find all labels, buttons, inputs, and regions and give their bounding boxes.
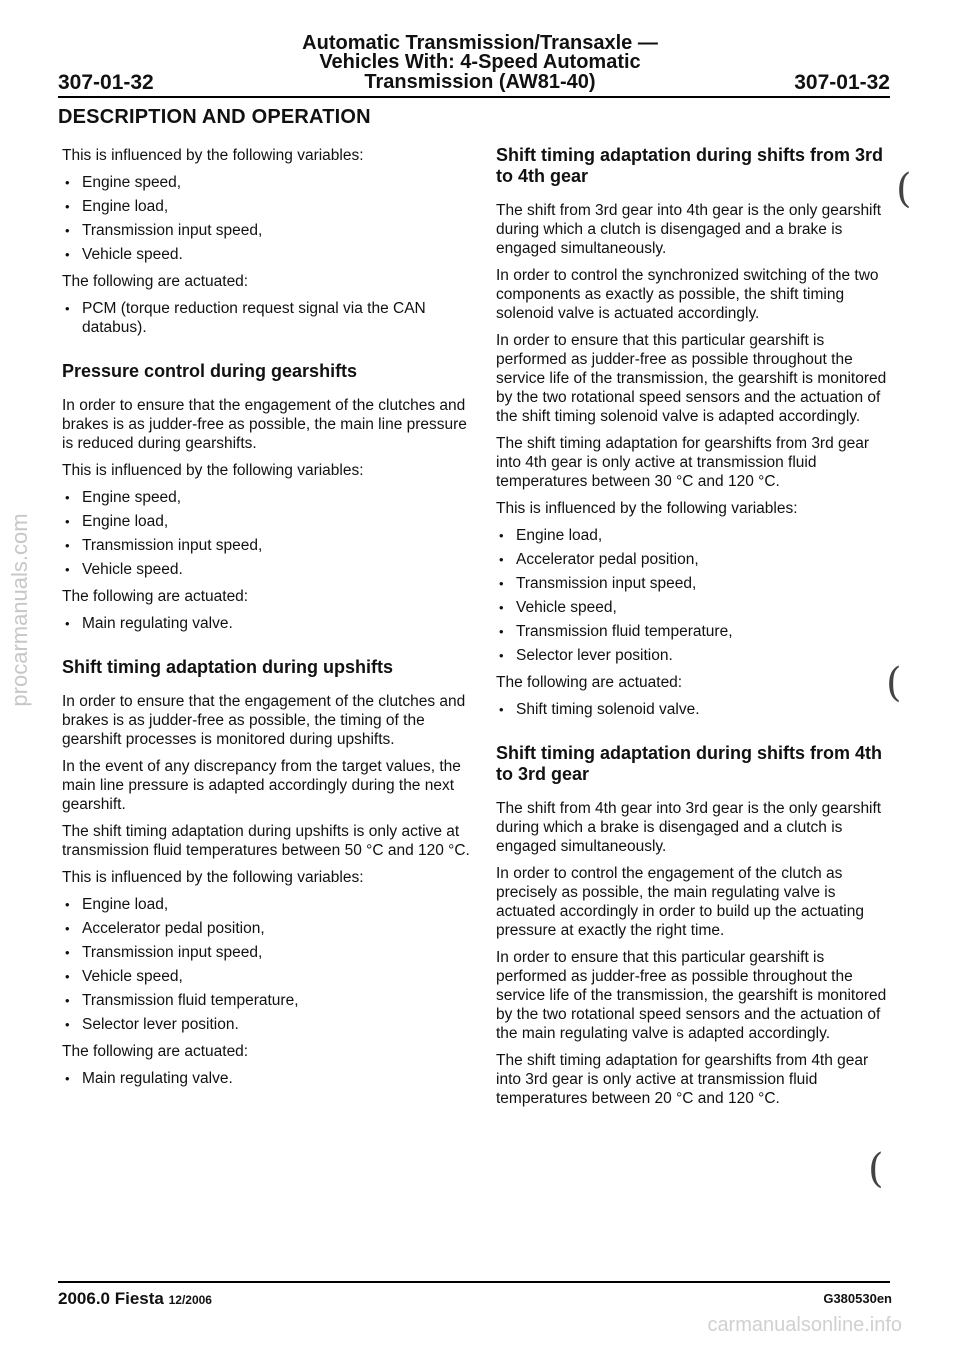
heading-upshifts: Shift timing adaptation during upshifts <box>62 657 393 677</box>
paragraph: This is influenced by the following variables: <box>62 462 364 479</box>
actuated-list <box>62 614 472 633</box>
paragraph: In order to ensure that this particular gearshift is performed as judder-free as possible throughout the service life of the transmission, the gearshift is monitored by the two rotational speed sensors and the actuation of the main regulating valve is adapted accordingly. <box>496 949 887 1042</box>
list-item: • Transmission input speed, <box>496 574 888 593</box>
variables-list <box>496 526 888 665</box>
footer-date: 12/2006 <box>168 1293 212 1307</box>
header-title-line1: Automatic Transmission/Transaxle — <box>302 32 658 54</box>
paragraph: The following are actuated: <box>62 273 249 290</box>
footer-model-name: 2006.0 Fiesta <box>58 1289 164 1308</box>
variables-list <box>62 173 472 264</box>
list-item: • Engine speed, <box>62 173 472 192</box>
paragraph: In order to ensure that the engagement of the clutches and brakes is as judder-free as possible, the timing of the gearshift processes is monitored during upshifts. <box>62 693 466 748</box>
paragraph: The following are actuated: <box>496 674 683 691</box>
list-item: • Selector lever position. <box>62 1015 472 1034</box>
list-item: • Vehicle speed, <box>496 598 888 617</box>
paragraph: The shift timing adaptation during upshifts is only active at transmission fluid temperatures between 50 °C and 120 °C. <box>62 823 470 859</box>
list-item: • Vehicle speed. <box>62 560 472 579</box>
paragraph: This is influenced by the following variables: <box>496 500 798 517</box>
list-item: • Vehicle speed, <box>62 967 472 986</box>
list-item: • Transmission input speed, <box>62 221 472 240</box>
list-item: • Engine load, <box>62 895 472 914</box>
paragraph: The following are actuated: <box>62 588 249 605</box>
list-item: • PCM (torque reduction request signal via the CAN databus). <box>62 299 472 337</box>
list-item: • Transmission input speed, <box>62 536 472 555</box>
footer-code: G380530en <box>823 1291 892 1306</box>
bottom-watermark: carmanualsonline.info <box>707 1314 902 1336</box>
paragraph: In order to control the synchronized switching of the two components as exactly as possible, the shift timing solenoid valve is actuated accordingly. <box>496 267 879 322</box>
page-number-right: 307-01-32 <box>794 71 890 94</box>
actuated-list <box>62 1069 472 1088</box>
footer-rule <box>58 1281 890 1283</box>
variables-list <box>62 488 472 579</box>
paragraph: This is influenced by the following variables: <box>62 147 364 164</box>
list-item: • Main regulating valve. <box>62 614 472 633</box>
heading-4th-to-3rd: Shift timing adaptation during shifts from 4th to 3rd gear <box>496 743 882 784</box>
list-item: • Accelerator pedal position, <box>62 919 472 938</box>
footer-model <box>58 1289 212 1309</box>
paragraph: In order to ensure that the engagement of the clutches and brakes is as judder-free as possible, the main line pressure is reduced during gearshifts. <box>62 397 467 452</box>
list-item: • Engine load, <box>496 526 888 545</box>
header-rule <box>58 96 890 98</box>
actuated-list <box>62 299 472 337</box>
page-number-left: 307-01-32 <box>58 71 154 94</box>
heading-3rd-to-4th: Shift timing adaptation during shifts from 3rd to 4th gear <box>496 145 883 186</box>
side-watermark-text: procarmanuals.com <box>7 513 32 707</box>
list-item: • Engine speed, <box>62 488 472 507</box>
paragraph: The shift from 3rd gear into 4th gear is the only gearshift during which a clutch is disengaged and a brake is engaged simultaneously. <box>496 202 882 257</box>
paragraph: The shift timing adaptation for gearshifts from 4th gear into 3rd gear is only active at transmission fluid temperatures between 20 °C and 120 °C. <box>496 1052 869 1107</box>
binding-mark-icon: ( <box>896 166 912 212</box>
paragraph: In order to ensure that this particular gearshift is performed as judder-free as possible throughout the service life of the transmission, the gearshift is monitored by the two rotational speed sensors and the actuation of the shift timing solenoid valve is adapted accordingly. <box>496 332 887 425</box>
list-item: • Engine load, <box>62 197 472 216</box>
paragraph: The following are actuated: <box>62 1043 249 1060</box>
paragraph: In order to control the engagement of the clutch as precisely as possible, the main regulating valve is actuated accordingly in order to build up the actuating pressure at exactly the right time. <box>496 865 864 939</box>
left-column <box>62 146 472 1096</box>
list-item: • Accelerator pedal position, <box>496 550 888 569</box>
heading-pressure-control: Pressure control during gearshifts <box>62 361 358 381</box>
list-item: • Vehicle speed. <box>62 245 472 264</box>
section-title: DESCRIPTION AND OPERATION <box>58 106 371 128</box>
paragraph: The shift timing adaptation for gearshifts from 3rd gear into 4th gear is only active at transmission fluid temperatures between 30 °C and 120 °C. <box>496 435 870 490</box>
paragraph: In the event of any discrepancy from the target values, the main line pressure is adapted accordingly during the next gearshift. <box>62 758 461 813</box>
binding-mark-icon: ( <box>886 660 902 706</box>
list-item: • Engine load, <box>62 512 472 531</box>
paragraph: The shift from 4th gear into 3rd gear is the only gearshift during which a brake is disengaged and a clutch is engaged simultaneously. <box>496 800 882 855</box>
list-item: • Shift timing solenoid valve. <box>496 700 888 719</box>
paragraph: This is influenced by the following variables: <box>62 869 364 886</box>
header-title-line3: Transmission (AW81-40) <box>364 71 596 93</box>
binding-mark-icon: ( <box>868 1146 884 1192</box>
list-item: • Transmission input speed, <box>62 943 472 962</box>
list-item: • Selector lever position. <box>496 646 888 665</box>
side-watermark <box>0 400 40 820</box>
actuated-list <box>496 700 888 719</box>
right-column <box>496 145 888 1116</box>
list-item: • Transmission fluid temperature, <box>496 622 888 641</box>
variables-list <box>62 895 472 1034</box>
list-item: • Main regulating valve. <box>62 1069 472 1088</box>
header-title-line2: Vehicles With: 4-Speed Automatic <box>319 51 641 73</box>
list-item: • Transmission fluid temperature, <box>62 991 472 1010</box>
